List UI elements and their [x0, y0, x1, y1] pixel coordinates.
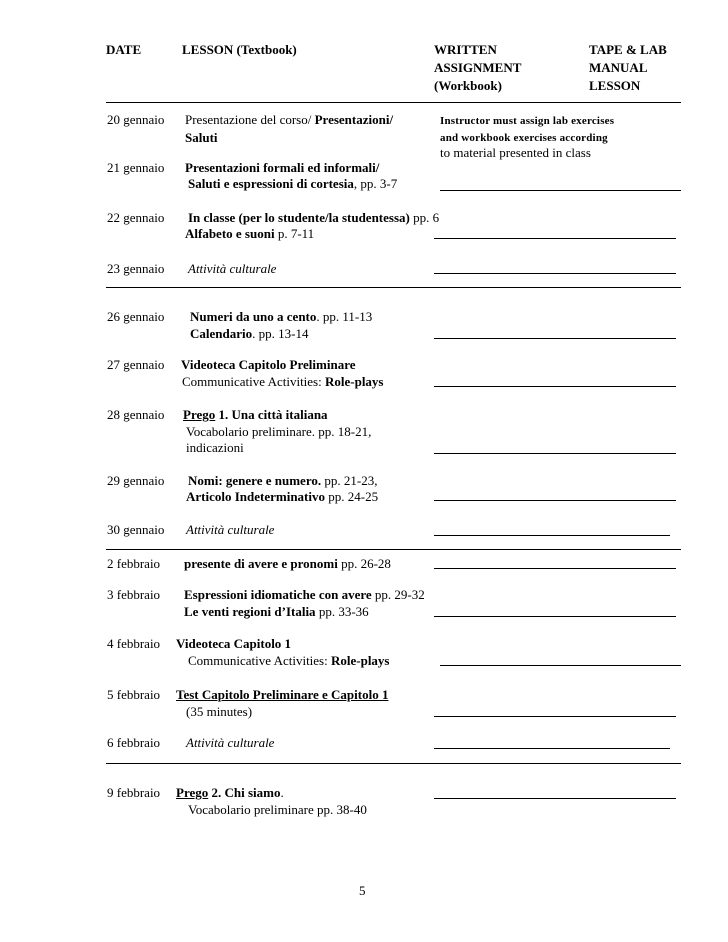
assignment-blank: [434, 386, 676, 387]
row-date: 2 febbraio: [107, 556, 161, 571]
assignment-blank: [434, 798, 676, 799]
header-rule: [106, 102, 681, 103]
lesson-line: Saluti e espressioni di cortesia, pp. 3-7: [188, 176, 398, 191]
lesson-line: Videoteca Capitolo 1: [176, 636, 292, 651]
instructor-note: Instructor must assign lab exercises: [440, 115, 615, 127]
row-date: 5 febbraio: [107, 687, 161, 702]
header-tape-2: MANUAL: [589, 60, 648, 75]
lesson-line: indicazioni: [186, 440, 244, 455]
lesson-line: Nomi: genere e numero. pp. 21-23,: [188, 473, 378, 488]
header-written-3: (Workbook): [434, 78, 502, 93]
header-lesson: LESSON (Textbook): [182, 42, 297, 57]
row-date: 22 gennaio: [107, 210, 165, 225]
week-divider: [106, 287, 681, 288]
lesson-line: Presentazione del corso/ Presentazioni/: [185, 112, 394, 127]
assignment-blank: [434, 616, 676, 617]
assignment-blank: [440, 190, 681, 191]
assignment-blank: [434, 535, 670, 536]
lesson-line: Saluti: [185, 130, 218, 145]
lesson-line: Calendario. pp. 13-14: [190, 326, 309, 341]
assignment-blank: [440, 665, 681, 666]
lesson-line: Test Capitolo Preliminare e Capitolo 1: [176, 687, 389, 702]
lesson-line: Communicative Activities: Role-plays: [188, 653, 390, 668]
lesson-line: Numeri da uno a cento. pp. 11-13: [190, 309, 373, 324]
lesson-line: In classe (per lo studente/la studentessa) pp. 6: [188, 210, 440, 225]
lesson-line: Attività culturale: [188, 261, 277, 276]
assignment-blank: [434, 453, 676, 454]
lesson-line: Communicative Activities: Role-plays: [182, 374, 384, 389]
lesson-line: Attività culturale: [186, 735, 275, 750]
lesson-line: presente di avere e pronomi pp. 26-28: [184, 556, 391, 571]
page-number: 5: [359, 883, 366, 898]
lesson-line: Videoteca Capitolo Preliminare: [181, 357, 356, 372]
instructor-note: to material presented in class: [440, 145, 591, 160]
assignment-blank: [434, 568, 676, 569]
header-tape-3: LESSON: [589, 78, 641, 93]
row-date: 20 gennaio: [107, 112, 165, 127]
week-divider: [106, 763, 681, 764]
lesson-line: Alfabeto e suoni p. 7-11: [185, 226, 315, 241]
row-date: 30 gennaio: [107, 522, 165, 537]
lesson-line: Prego 1. Una città italiana: [183, 407, 328, 422]
instructor-note: and workbook exercises according: [440, 132, 608, 144]
row-date: 26 gennaio: [107, 309, 165, 324]
lesson-line: Espressioni idiomatiche con avere pp. 29-32: [184, 587, 425, 602]
lesson-line: Le venti regioni d’Italia pp. 33-36: [184, 604, 369, 619]
header-written-1: WRITTEN: [434, 42, 497, 57]
header-date: DATE: [106, 42, 142, 57]
lesson-line: Prego 2. Chi siamo.: [176, 785, 284, 800]
row-date: 9 febbraio: [107, 785, 161, 800]
week-divider: [106, 549, 681, 550]
row-date: 3 febbraio: [107, 587, 161, 602]
assignment-blank: [434, 748, 670, 749]
header-tape-1: TAPE & LAB: [589, 42, 667, 57]
row-date: 28 gennaio: [107, 407, 165, 422]
lesson-line: Vocabolario preliminare. pp. 18-21,: [186, 424, 372, 439]
row-date: 23 gennaio: [107, 261, 165, 276]
row-date: 27 gennaio: [107, 357, 165, 372]
assignment-blank: [434, 273, 676, 274]
lesson-line: (35 minutes): [186, 704, 253, 719]
assignment-blank: [434, 238, 676, 239]
lesson-line: Presentazioni formali ed informali/: [185, 160, 380, 175]
lesson-line: Vocabolario preliminare pp. 38-40: [188, 802, 367, 817]
lesson-line: Attività culturale: [186, 522, 275, 537]
assignment-blank: [434, 716, 676, 717]
row-date: 21 gennaio: [107, 160, 165, 175]
assignment-blank: [434, 500, 676, 501]
row-date: 4 febbraio: [107, 636, 161, 651]
assignment-blank: [434, 338, 676, 339]
row-date: 29 gennaio: [107, 473, 165, 488]
header-written-2: ASSIGNMENT: [434, 60, 522, 75]
row-date: 6 febbraio: [107, 735, 161, 750]
lesson-line: Articolo Indeterminativo pp. 24-25: [186, 489, 379, 504]
